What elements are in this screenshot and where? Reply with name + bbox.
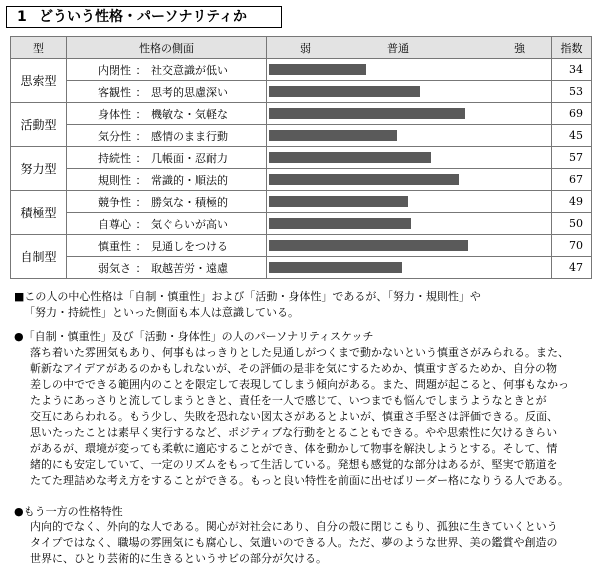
aspect-name: 客観性 bbox=[98, 85, 131, 99]
index-value: 49 bbox=[552, 191, 592, 213]
other-body bbox=[30, 519, 592, 567]
aspect-colon: ： bbox=[135, 63, 147, 77]
aspect-desc: 気ぐらいが高い bbox=[151, 217, 228, 231]
aspect-desc: 常識的・順法的 bbox=[151, 173, 228, 187]
section-title-text: どういう性格・パーソナリティか bbox=[39, 9, 248, 25]
aspect-name: 弱気さ bbox=[98, 261, 131, 275]
header-type: 型 bbox=[11, 37, 67, 59]
aspect-desc: 感情のまま行動 bbox=[151, 129, 228, 143]
aspect-name: 規則性 bbox=[98, 173, 131, 187]
score-bar bbox=[269, 262, 402, 273]
index-value: 67 bbox=[552, 169, 592, 191]
bar-cell bbox=[267, 125, 552, 147]
summary bbox=[14, 289, 592, 321]
index-value: 47 bbox=[552, 257, 592, 279]
aspect-colon: ： bbox=[135, 129, 147, 143]
aspect-name: 持続性 bbox=[98, 151, 131, 165]
sketch-line: 交互にあらわれる。もう少し、失敗を恐れない図太さがあるとよいが、慎重さ手堅さは評価できる。反面、 bbox=[30, 410, 558, 423]
bar-cell bbox=[267, 103, 552, 125]
aspect-name: 慎重性 bbox=[98, 239, 131, 253]
table-row bbox=[11, 257, 592, 279]
index-value: 45 bbox=[552, 125, 592, 147]
aspect-cell bbox=[67, 147, 267, 169]
personality-table bbox=[10, 36, 592, 279]
aspect-colon: ： bbox=[135, 217, 147, 231]
header-strong: 強 bbox=[514, 42, 525, 55]
table-row bbox=[11, 213, 592, 235]
aspect-cell bbox=[67, 125, 267, 147]
sketch-line: 斬新なアイデアがあるのかもしれないが、その評価の是非を気にするためか、慎重すぎるためか、自分の物 bbox=[30, 362, 558, 375]
sketch-line: 緒的にも安定していて、一定のリズムをもって生活している。発想も感覚的な部分はあるが、堅実で筋道を bbox=[30, 458, 558, 471]
table-row bbox=[11, 81, 592, 103]
table-header-row bbox=[11, 37, 592, 59]
score-bar bbox=[269, 152, 431, 163]
aspect-cell bbox=[67, 59, 267, 81]
type-cell: 思索型 bbox=[11, 59, 67, 103]
aspect-cell bbox=[67, 191, 267, 213]
other-line: タイプではなく、職場の雰囲気にも腐心し、気遣いのできる人。ただ、夢のような世界、美の鑑賞や創造の bbox=[30, 536, 558, 549]
sketch-line: たようにあっさりと流してしまうときと、責任を一人で感じて、いつまでも悩んでしまうようなときとが bbox=[30, 394, 547, 407]
section-number: 1 bbox=[17, 9, 27, 25]
sketch-line: があるが、環境が変っても柔軟に適応することができ、体を動かして物事を解決しようとする。そして、情 bbox=[30, 442, 558, 455]
other-line: 世界に、ひとり芸術的に生きるというサビの部分が欠ける。 bbox=[30, 552, 327, 565]
aspect-desc: 思考的思慮深い bbox=[151, 85, 228, 99]
bar-cell bbox=[267, 81, 552, 103]
table-row bbox=[11, 191, 592, 213]
aspect-name: 自尊心 bbox=[98, 217, 131, 231]
index-value: 69 bbox=[552, 103, 592, 125]
aspect-cell bbox=[67, 103, 267, 125]
aspect-cell bbox=[67, 213, 267, 235]
summary-line: ■この人の中心性格は「自制・慎重性」および「活動・身体性」であるが、「努力・規則性」や bbox=[14, 290, 481, 303]
score-bar bbox=[269, 218, 411, 229]
aspect-name: 内閉性 bbox=[98, 63, 131, 77]
summary-line: 「努力・持続性」といった側面も本人は意識している。 bbox=[24, 306, 299, 319]
aspect-colon: ： bbox=[135, 151, 147, 165]
score-bar bbox=[269, 130, 397, 141]
type-cell: 活動型 bbox=[11, 103, 67, 147]
header-normal: 普通 bbox=[387, 42, 409, 55]
sketch-body bbox=[30, 345, 592, 489]
type-cell: 努力型 bbox=[11, 147, 67, 191]
sketch-line: 落ち着いた雰囲気もあり、何事もはっきりとした見通しがつくまで動かないという慎重さがみられる。また、 bbox=[30, 346, 569, 359]
score-bar bbox=[269, 174, 459, 185]
score-bar bbox=[269, 64, 366, 75]
aspect-desc: 見通しをつける bbox=[151, 239, 228, 253]
table-row bbox=[11, 125, 592, 147]
aspect-colon: ： bbox=[135, 107, 147, 121]
bar-cell bbox=[267, 147, 552, 169]
aspect-colon: ： bbox=[135, 261, 147, 275]
sketch-line: 差しの中でできる範囲内のことを限定して表現してしまう傾向がある。また、問題が起こると、何事もなかっ bbox=[30, 378, 569, 391]
aspect-desc: 几帳面・忍耐力 bbox=[151, 151, 228, 165]
aspect-desc: 社交意識が低い bbox=[151, 63, 228, 77]
aspect-colon: ： bbox=[135, 85, 147, 99]
bar-cell bbox=[267, 191, 552, 213]
index-value: 70 bbox=[552, 235, 592, 257]
aspect-cell bbox=[67, 169, 267, 191]
table-row bbox=[11, 103, 592, 125]
bar-cell bbox=[267, 257, 552, 279]
other-heading: ●もう一方の性格特性 bbox=[14, 505, 123, 518]
score-bar bbox=[269, 196, 408, 207]
section-title bbox=[6, 6, 282, 28]
other-line: 内向的でなく、外向的な人である。関心が対社会にあり、自分の殻に閉じこもり、孤独に生きていくという bbox=[30, 520, 558, 533]
aspect-colon: ： bbox=[135, 195, 147, 209]
header-aspect: 性格の側面 bbox=[67, 37, 267, 59]
sketch-line: 思いたったことは素早く実行するなど、ポジティブな行動をとることもできる。やや思索性に欠けるきらい bbox=[30, 426, 558, 439]
aspect-name: 身体性 bbox=[98, 107, 131, 121]
index-value: 34 bbox=[552, 59, 592, 81]
header-weak: 弱 bbox=[300, 42, 311, 55]
aspect-cell bbox=[67, 81, 267, 103]
aspect-desc: 勝気な・積極的 bbox=[151, 195, 228, 209]
aspect-desc: 取越苦労・遠慮 bbox=[151, 261, 228, 275]
aspect-colon: ： bbox=[135, 239, 147, 253]
table-row bbox=[11, 235, 592, 257]
bar-cell bbox=[267, 59, 552, 81]
aspect-colon: ： bbox=[135, 173, 147, 187]
table-row bbox=[11, 169, 592, 191]
index-value: 53 bbox=[552, 81, 592, 103]
sketch-line: たてた理詰めな考え方をすることができる。もっと良い特性を前面に出せばリーダー格になりうる人である。 bbox=[30, 474, 569, 487]
bar-cell bbox=[267, 235, 552, 257]
index-value: 50 bbox=[552, 213, 592, 235]
aspect-cell bbox=[67, 235, 267, 257]
header-index: 指数 bbox=[552, 37, 592, 59]
aspect-name: 気分性 bbox=[98, 129, 131, 143]
score-bar bbox=[269, 240, 468, 251]
aspect-name: 競争性 bbox=[98, 195, 131, 209]
aspect-cell bbox=[67, 257, 267, 279]
table-row bbox=[11, 59, 592, 81]
header-scale bbox=[267, 37, 552, 59]
table-row bbox=[11, 147, 592, 169]
bar-cell bbox=[267, 169, 552, 191]
bar-cell bbox=[267, 213, 552, 235]
type-cell: 自制型 bbox=[11, 235, 67, 279]
score-bar bbox=[269, 108, 465, 119]
type-cell: 積極型 bbox=[11, 191, 67, 235]
score-bar bbox=[269, 86, 420, 97]
aspect-desc: 機敏な・気軽な bbox=[151, 107, 228, 121]
sketch-heading: ●「自制・慎重性」及び「活動・身体性」の人のパーソナリティスケッチ bbox=[14, 330, 374, 343]
index-value: 57 bbox=[552, 147, 592, 169]
